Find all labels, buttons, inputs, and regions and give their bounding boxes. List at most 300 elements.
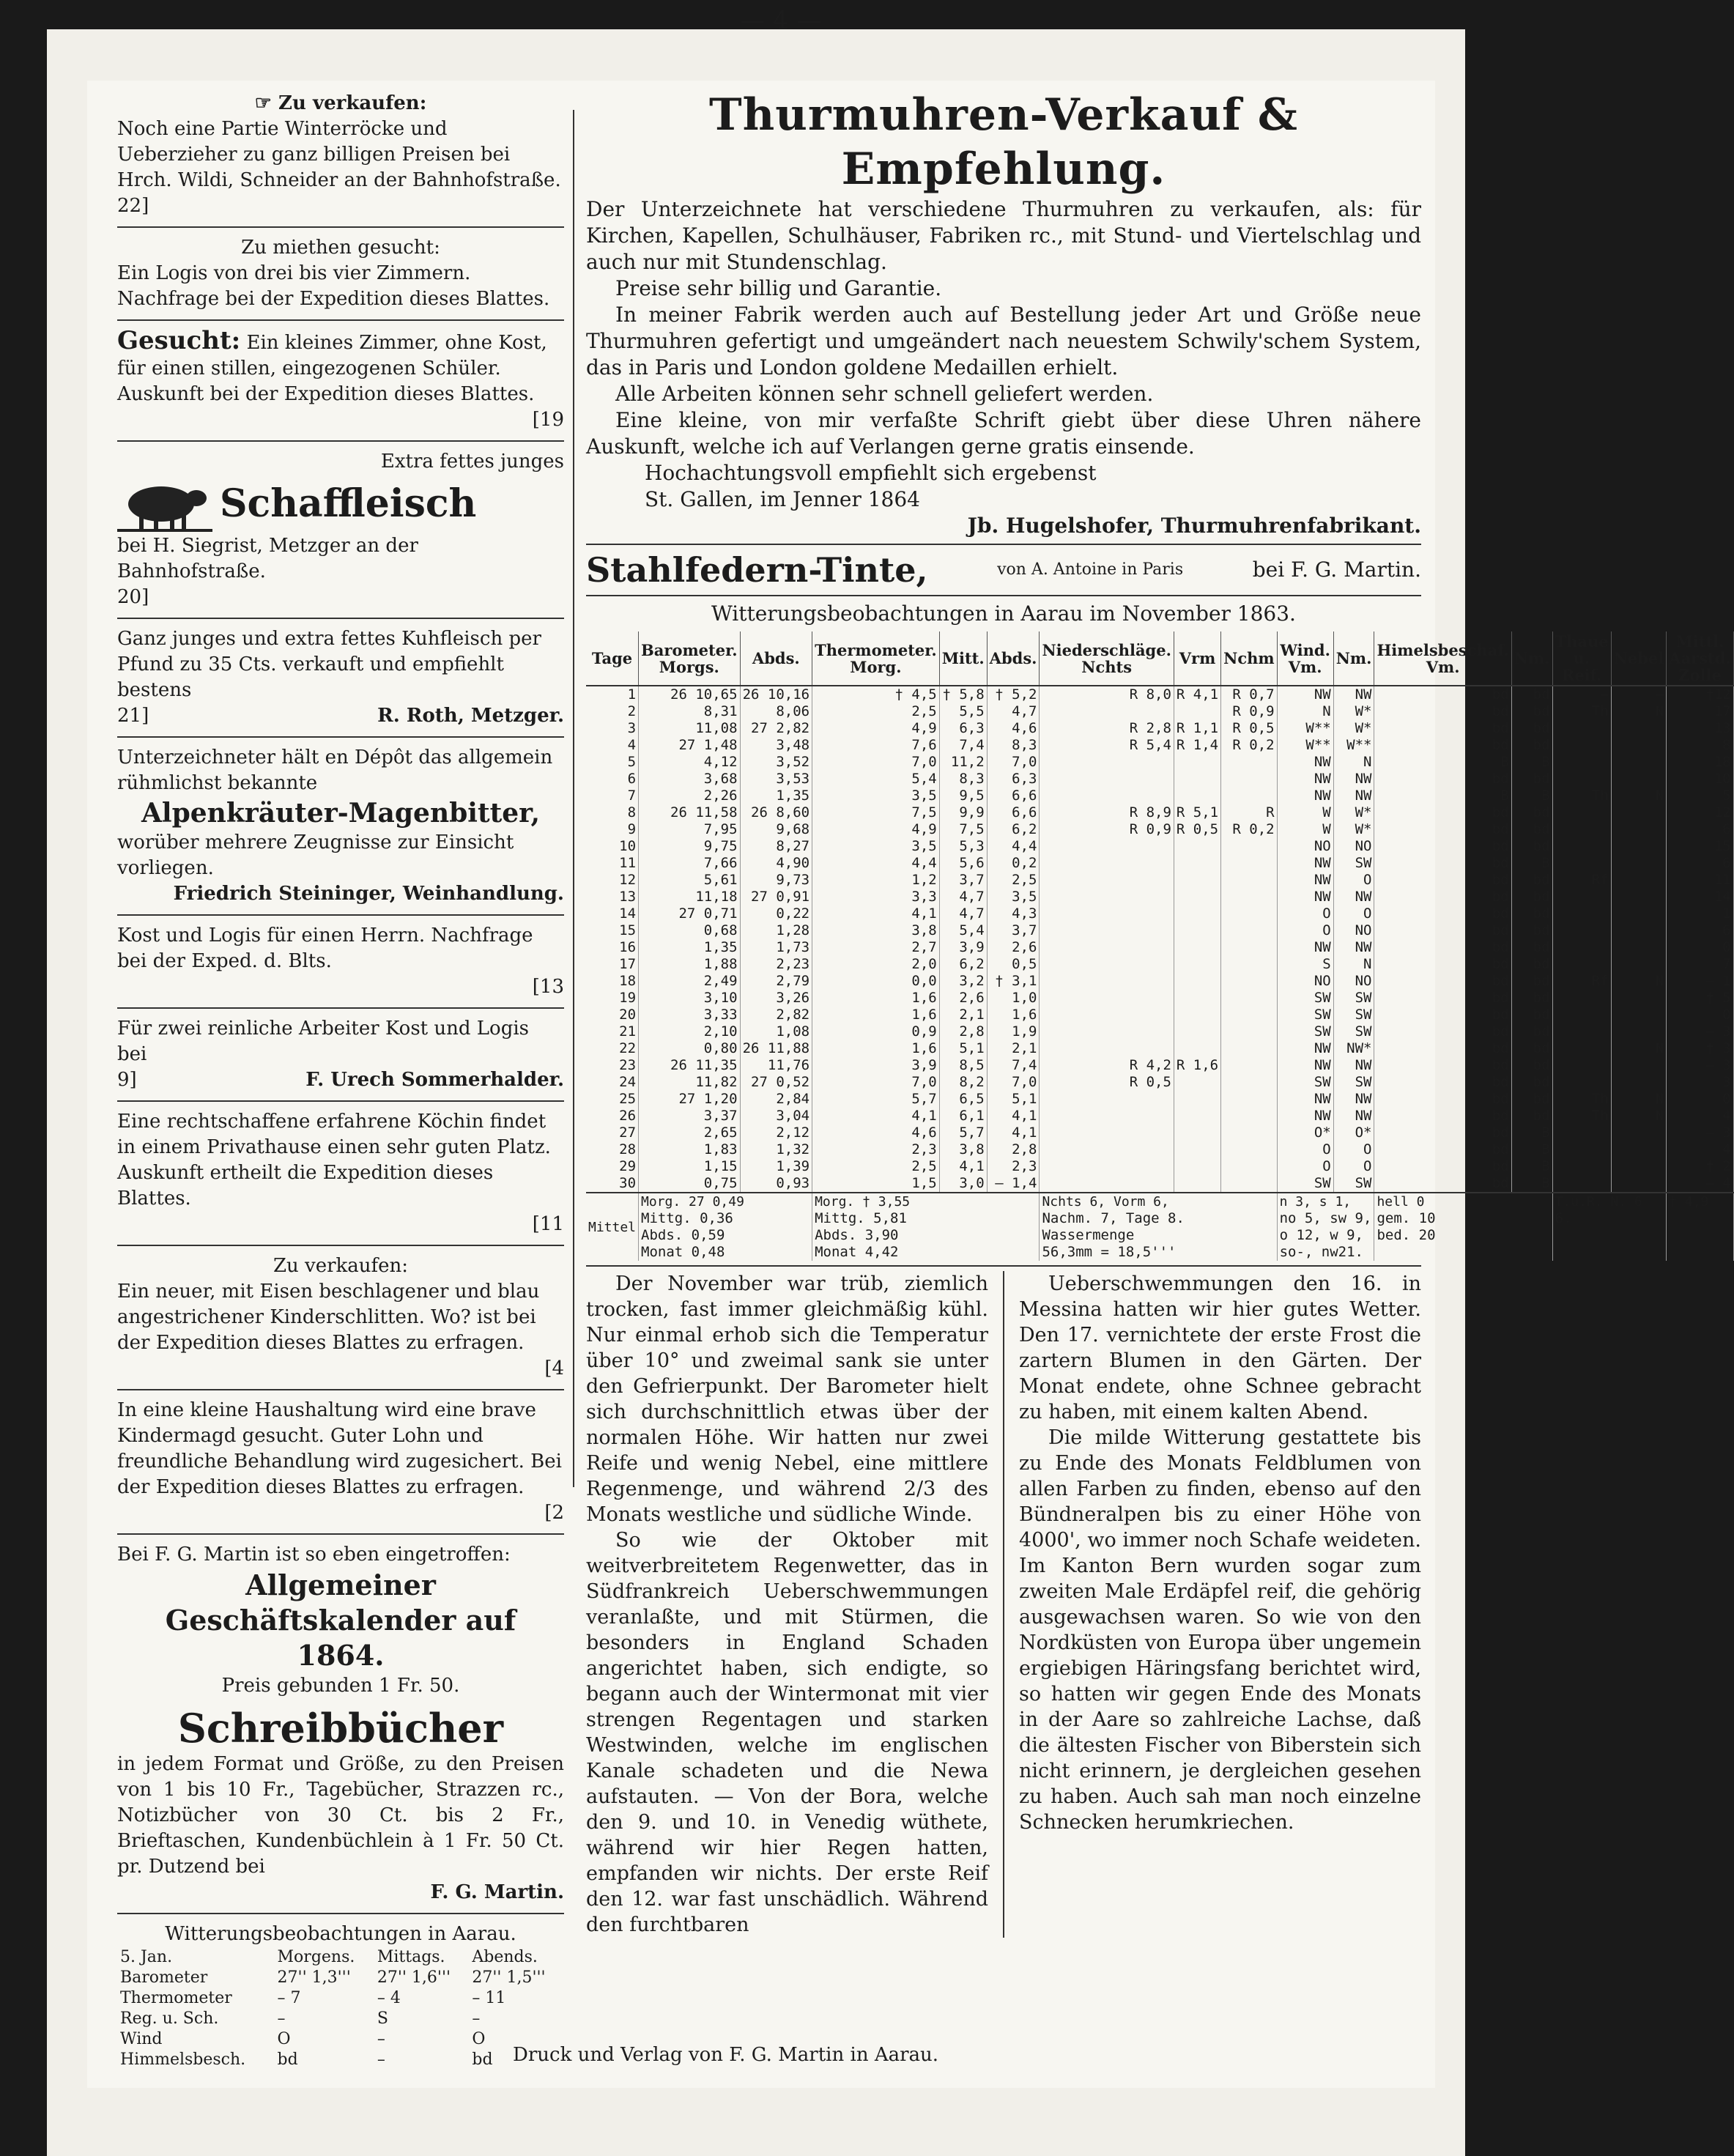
table-cell: R xyxy=(1221,804,1277,821)
mittel-cell: Nchts 6, Vorm 6, xyxy=(1040,1193,1277,1210)
table-cell: bd xyxy=(1374,1108,1511,1125)
table-header: 5. Jan. xyxy=(120,1948,173,1966)
table-cell: bd xyxy=(1511,905,1552,922)
table-cell: 3,68 xyxy=(639,771,741,788)
table-cell: bd xyxy=(1511,956,1552,973)
mittel-cell: n 3, s 1, xyxy=(1277,1193,1374,1210)
table-cell xyxy=(1552,838,1611,855)
table-cell: 27'' 1,3''' xyxy=(277,1968,351,1987)
table-cell: 3,9 xyxy=(812,1057,940,1074)
table-cell: R 0,5 xyxy=(1221,720,1277,737)
table-cell: B xyxy=(1511,1141,1552,1158)
table-cell: – 7 xyxy=(277,1989,301,2007)
divider xyxy=(117,618,564,619)
table-cell xyxy=(1221,838,1277,855)
table-cell: 26 xyxy=(586,1108,639,1125)
table-cell: 6,6 xyxy=(987,788,1040,804)
table-cell: 7,66 xyxy=(639,855,741,872)
table-cell: Th xyxy=(1552,703,1611,720)
table-cell: NW xyxy=(1277,1091,1333,1108)
ad-logis xyxy=(117,232,564,315)
table-cell: 6 xyxy=(586,771,639,788)
table-cell: bd xyxy=(1511,973,1552,990)
table-cell: 6 xyxy=(1667,855,1733,872)
table-cell xyxy=(1221,1040,1277,1057)
table-cell: 1,6 xyxy=(812,1007,940,1023)
table-cell: W** xyxy=(1333,737,1374,754)
table-cell xyxy=(1221,905,1277,922)
table-cell: 2,12 xyxy=(740,1125,812,1141)
table-cell: 4,1 xyxy=(812,1108,940,1125)
report-paragraph: Der November war trüb, ziemlich trocken, fast immer gleichmäßig kühl. Nur einmal erhob sich die Temperatur über 10° und zweimal sank sie unter den Gefrierpunkt. Der Barometer hielt sich durchschnittlich etwas über der normalen Höhe. Wir hatten nur zwei Reife und wenig Nebel, eine mittlere Regenmenge, und während 2/3 des Monats westliche und südliche Winde. xyxy=(586,1273,988,1526)
table-cell: 3 xyxy=(1667,1074,1733,1091)
table-cell: NO xyxy=(1333,973,1374,990)
divider xyxy=(117,1533,564,1535)
table-cell: bd xyxy=(1511,720,1552,737)
table-cell: bd xyxy=(1511,1091,1552,1108)
ink-at: bei F. G. Martin. xyxy=(1252,557,1421,582)
table-cell: SW xyxy=(1333,1074,1374,1091)
table-cell: 2,82 xyxy=(740,1007,812,1023)
mittel-cell xyxy=(1374,1244,1552,1261)
table-cell: 2,5 xyxy=(987,872,1040,889)
table-cell: SW xyxy=(1333,1007,1374,1023)
ad-title: Schreibbücher xyxy=(177,1705,504,1752)
ad-signature: Jb. Hugelshofer, Thurmuhrenfabrikant. xyxy=(967,514,1421,538)
table-cell xyxy=(1552,1125,1611,1141)
mittel-cell: Wassermenge xyxy=(1040,1227,1277,1244)
table-cell: 1 xyxy=(1667,905,1733,922)
table-cell: 27 2,82 xyxy=(740,720,812,737)
ad-body: Eine rechtschaffene erfahrene Köchin findet in einem Privathause einen sehr guten Platz. Auskunft ertheilt die Expedition dieses Blattes. xyxy=(117,1111,551,1209)
table-header: Vrm xyxy=(1174,631,1220,686)
table-cell: – 3 xyxy=(1667,1023,1733,1040)
table-cell: † 5 xyxy=(1667,990,1733,1007)
table-cell: B xyxy=(1511,788,1552,804)
table-cell: 9,9 xyxy=(939,804,987,821)
table-cell: 2,3 xyxy=(812,1141,940,1158)
table-cell: 0,0 xyxy=(812,973,940,990)
table-cell: 11 xyxy=(1667,872,1733,889)
table-cell: R 4,1 xyxy=(1174,686,1220,703)
table-cell: bd xyxy=(1511,1057,1552,1074)
table-cell: bd xyxy=(1511,889,1552,905)
table-row xyxy=(586,1158,1733,1175)
table-cell xyxy=(1221,1057,1277,1074)
table-cell: 9,68 xyxy=(740,821,812,838)
ad-number: [19 xyxy=(532,409,564,431)
table-cell: 5,6 xyxy=(939,855,987,872)
table-cell xyxy=(1174,1040,1220,1057)
table-cell xyxy=(1040,922,1174,939)
table-cell: 6,1 xyxy=(939,1108,987,1125)
table-cell: 21 xyxy=(586,1023,639,1040)
table-cell xyxy=(1552,889,1611,905)
ad-number: 22] xyxy=(117,195,149,217)
table-cell: 3,53 xyxy=(740,771,812,788)
divider xyxy=(117,1389,564,1390)
table-cell: 30 xyxy=(586,1175,639,1193)
ad-number: 9] xyxy=(117,1069,137,1091)
table-cell: 4,12 xyxy=(639,754,741,771)
table-cell: N xyxy=(1611,1040,1667,1057)
table-cell xyxy=(1221,990,1277,1007)
table-cell xyxy=(1221,771,1277,788)
table-cell: 0 xyxy=(1667,1091,1733,1108)
table-cell: B xyxy=(1511,1175,1552,1193)
table-cell: R 1,1 xyxy=(1174,720,1220,737)
table-cell: 1,32 xyxy=(740,1141,812,1158)
table-cell xyxy=(1552,990,1611,1007)
table-cell xyxy=(1221,1007,1277,1023)
table-cell: 2,10 xyxy=(639,1023,741,1040)
table-cell: 25 xyxy=(586,1091,639,1108)
table-cell: R 4,2 xyxy=(1040,1057,1174,1074)
table-cell: 20 xyxy=(586,1007,639,1023)
table-cell xyxy=(1552,821,1611,838)
table-cell: 3,8 xyxy=(939,1141,987,1158)
table-cell: bd xyxy=(1374,686,1511,703)
table-cell: 8,27 xyxy=(740,838,812,855)
table-cell: 2,5 xyxy=(812,703,940,720)
table-cell: 24 xyxy=(586,1074,639,1091)
table-cell: SW xyxy=(1277,1023,1333,1040)
weather-report xyxy=(586,1271,1421,1938)
table-cell xyxy=(1221,889,1277,905)
ad-geschaeftskalender xyxy=(117,1539,564,1702)
table-cell: bd xyxy=(1374,1057,1511,1074)
mittel-cell xyxy=(1552,1227,1667,1244)
table-cell xyxy=(1174,872,1220,889)
table-cell: NW xyxy=(1277,855,1333,872)
table-row xyxy=(586,956,1733,973)
table-cell: †12 xyxy=(1667,686,1733,703)
table-cell: 2,3 xyxy=(987,1158,1040,1175)
table-row xyxy=(586,737,1733,754)
mittel-cell: gem. 10 xyxy=(1374,1210,1552,1227)
table-cell: bd xyxy=(1374,804,1511,821)
divider xyxy=(117,1245,564,1246)
divider xyxy=(117,440,564,442)
ad-body: In eine kleine Haushaltung wird eine brave Kindermagd gesucht. Guter Lohn und freundliche Behandlung wird zugesichert. Bei der Expedition dieses Blattes zu erfragen. xyxy=(117,1399,562,1498)
table-cell xyxy=(1221,1091,1277,1108)
table-cell: 2,0 xyxy=(812,956,940,973)
ad-signature: Friedrich Steininger, Weinhandlung. xyxy=(173,883,564,905)
table-cell: 4 xyxy=(586,737,639,754)
table-cell: 2,5 xyxy=(812,1158,940,1175)
ad-pre: Extra fettes junges xyxy=(380,451,564,473)
table-cell: 28 xyxy=(586,1141,639,1158)
thurmuhren-ad xyxy=(586,196,1421,539)
table-cell xyxy=(1611,905,1667,922)
table-cell: 17 xyxy=(1667,703,1733,720)
table-cell: bd xyxy=(1374,1007,1511,1023)
ad-magenbitter xyxy=(117,742,564,910)
table-cell: 2,8 xyxy=(987,1141,1040,1158)
table-header: Mitt. xyxy=(939,631,987,686)
table-cell xyxy=(1174,1158,1220,1175)
table-cell xyxy=(1221,1175,1277,1193)
table-cell: B xyxy=(1511,855,1552,872)
table-header: Thermometer. Morg. xyxy=(812,631,940,686)
ad-title: Alpenkräuter-Magenbitter, xyxy=(141,798,541,829)
table-cell: SW xyxy=(1333,1175,1374,1193)
mittel-cell: Abds. 0,59 xyxy=(639,1227,812,1244)
table-row xyxy=(586,1074,1733,1091)
table-row xyxy=(117,2009,564,2029)
table-cell: 4,7 xyxy=(987,703,1040,720)
table-cell: bd xyxy=(1511,1040,1552,1057)
ink-ad xyxy=(586,549,1421,590)
table-cell: NW xyxy=(1277,872,1333,889)
table-cell xyxy=(1174,1125,1220,1141)
table-cell: S xyxy=(377,2009,388,2028)
table-cell: 27 0,52 xyxy=(740,1074,812,1091)
table-cell xyxy=(1611,1125,1667,1141)
table-cell: 2,6 xyxy=(987,939,1040,956)
table-header: Wind. Vm. xyxy=(1277,631,1333,686)
table-cell: NW xyxy=(1277,1040,1333,1057)
table-cell xyxy=(1221,1108,1277,1125)
ad-number: 20] xyxy=(117,586,149,608)
ad-head: Gesucht: xyxy=(117,326,241,355)
table-cell xyxy=(1221,939,1277,956)
table-cell: 6 xyxy=(1667,821,1733,838)
ad-schreibbuecher xyxy=(117,1702,564,1908)
table-cell xyxy=(1611,804,1667,821)
table-cell: 1,0 xyxy=(987,990,1040,1007)
table-row xyxy=(117,2050,564,2070)
table-cell: 5,1 xyxy=(987,1091,1040,1108)
table-cell: NO xyxy=(1333,838,1374,855)
table-cell: 0 xyxy=(1667,939,1733,956)
table-cell xyxy=(1221,1023,1277,1040)
table-cell: N xyxy=(1611,788,1667,804)
table-cell xyxy=(1040,973,1174,990)
ad-title: Allgemeiner Geschäftskalender auf 1864. xyxy=(165,1568,516,1672)
table-header: Nm. xyxy=(1333,631,1374,686)
ad-number: [13 xyxy=(532,976,564,998)
table-cell xyxy=(1552,1158,1611,1175)
table-cell xyxy=(1611,889,1667,905)
table-cell: 6,3 xyxy=(987,771,1040,788)
table-cell: 0,68 xyxy=(639,922,741,939)
table-row xyxy=(586,1007,1733,1023)
table-cell: 5,5 xyxy=(939,703,987,720)
table-cell: – xyxy=(277,2009,286,2028)
table-row xyxy=(586,990,1733,1007)
table-cell xyxy=(1611,1074,1667,1091)
table-cell: NW xyxy=(1277,754,1333,771)
table-cell: R 0,9 xyxy=(1040,821,1174,838)
mittel-cell: 56,3mm = 18,5''' xyxy=(1040,1244,1277,1261)
table-cell: 27 1,48 xyxy=(639,737,741,754)
table-cell: 4,9 xyxy=(812,821,940,838)
table-cell: 12 xyxy=(586,872,639,889)
mittel-cell xyxy=(1667,1227,1733,1244)
table-row xyxy=(586,686,1733,703)
table-cell: W xyxy=(1277,821,1333,838)
table-cell: 8 xyxy=(1667,737,1733,754)
table-cell: 3,8 xyxy=(812,922,940,939)
table-cell xyxy=(1174,754,1220,771)
table-row xyxy=(586,973,1733,990)
table-cell: 7,0 xyxy=(987,1074,1040,1091)
table-cell: O* xyxy=(1333,1125,1374,1141)
table-cell: 3 xyxy=(586,720,639,737)
table-cell xyxy=(1040,855,1174,872)
table-cell: 5,4 xyxy=(812,771,940,788)
ad-intro: Unterzeichneter hält en Dépôt das allgemein rühmlichst bekannte xyxy=(117,747,553,794)
divider xyxy=(117,1100,564,1102)
table-cell: 11,08 xyxy=(639,720,741,737)
table-cell: 3,0 xyxy=(939,1175,987,1193)
table-cell xyxy=(1221,1074,1277,1091)
table-cell xyxy=(1040,939,1174,956)
table-cell: NW xyxy=(1333,1108,1374,1125)
table-cell: 26 10,65 xyxy=(639,686,741,703)
table-cell xyxy=(1174,1074,1220,1091)
table-cell: 26 10,16 xyxy=(740,686,812,703)
table-cell: N xyxy=(1611,1091,1667,1108)
ad-paragraph: Preise sehr billig und Garantie. xyxy=(615,276,942,300)
mittel-cell: Morg. 27 0,49 xyxy=(639,1193,812,1210)
mittel-cell: † 4,9 xyxy=(1667,1193,1733,1210)
weather-small-title: Witterungsbeobachtungen in Aarau. xyxy=(165,1923,516,1945)
table-cell: bd xyxy=(1511,990,1552,1007)
table-cell xyxy=(1221,956,1277,973)
table-cell: 6,6 xyxy=(987,804,1040,821)
table-cell: O xyxy=(1277,1158,1333,1175)
table-cell xyxy=(1040,1158,1174,1175)
table-cell: N xyxy=(1277,703,1333,720)
table-cell xyxy=(1040,1040,1174,1057)
table-cell: R 0,2 xyxy=(1221,737,1277,754)
table-cell xyxy=(1174,771,1220,788)
ad-number: [4 xyxy=(544,1357,564,1379)
ad-signature: F. Urech Sommerhalder. xyxy=(305,1069,564,1091)
mittel-cell: Mittg. 0,36 xyxy=(639,1210,812,1227)
table-cell: 7,5 xyxy=(812,804,940,821)
table-cell: O xyxy=(1277,905,1333,922)
table-cell: 2,7 xyxy=(812,939,940,956)
column-divider xyxy=(573,110,574,1487)
divider xyxy=(586,544,1421,545)
table-cell: 1,35 xyxy=(639,939,741,956)
table-cell: 5,3 xyxy=(939,838,987,855)
thurmuhren-title: Thurmuhren-Verkauf & Empfehlung. xyxy=(709,89,1298,195)
table-cell: bd xyxy=(1374,1125,1511,1141)
table-row xyxy=(117,1968,564,1988)
table-cell: Reg. u. Sch. xyxy=(120,2009,219,2028)
ad-body: Noch eine Partie Winterröcke und Ueberzieher zu ganz billigen Preisen bei Hrch. Wildi, Schneider an der Bahnhofstraße. xyxy=(117,118,561,191)
divider xyxy=(586,595,1421,596)
table-cell: 1,6 xyxy=(812,1040,940,1057)
table-cell: 9,75 xyxy=(639,838,741,855)
ad-koechin xyxy=(117,1106,564,1240)
table-row xyxy=(586,1091,1733,1108)
table-cell: 1,28 xyxy=(740,922,812,939)
table-cell: NW xyxy=(1277,1108,1333,1125)
table-cell xyxy=(1174,1007,1220,1023)
table-cell xyxy=(1174,922,1220,939)
table-cell: 3,2 xyxy=(939,973,987,990)
table-header: Nebel xyxy=(1611,631,1667,686)
table-cell: bd xyxy=(1511,737,1552,754)
table-cell xyxy=(1552,754,1611,771)
table-row xyxy=(586,703,1733,720)
table-cell: † 2 xyxy=(1667,1158,1733,1175)
mittel-cell: bed. 20 xyxy=(1374,1227,1552,1244)
table-cell: 7,4 xyxy=(939,737,987,754)
table-cell xyxy=(1611,1007,1667,1023)
table-cell: 11,82 xyxy=(639,1074,741,1091)
mittel-cell: 6. xyxy=(1552,1210,1667,1227)
table-cell: 4,1 xyxy=(939,1158,987,1175)
table-cell: 29 xyxy=(586,1158,639,1175)
table-cell: 19 xyxy=(586,990,639,1007)
table-cell: bd xyxy=(1511,1074,1552,1091)
table-cell xyxy=(1552,1057,1611,1074)
table-cell: 3,33 xyxy=(639,1007,741,1023)
mittel-cell: hell 0 xyxy=(1374,1193,1552,1210)
table-cell: Himmelsbesch. xyxy=(120,2051,246,2069)
table-row xyxy=(586,1175,1733,1193)
table-cell: 22 xyxy=(586,1040,639,1057)
table-cell: 2,1 xyxy=(987,1040,1040,1057)
ad-number: [2 xyxy=(544,1502,564,1524)
ad-kindermagd xyxy=(117,1395,564,1529)
table-cell xyxy=(1221,754,1277,771)
table-cell: 1,9 xyxy=(987,1023,1040,1040)
table-cell: 8,31 xyxy=(639,703,741,720)
table-cell: O xyxy=(1333,1141,1374,1158)
table-cell: 6,2 xyxy=(939,956,987,973)
table-cell: bd xyxy=(472,2051,493,2069)
table-cell xyxy=(1552,905,1611,922)
table-cell: 2 xyxy=(586,703,639,720)
table-cell: NW xyxy=(1333,939,1374,956)
right-column xyxy=(586,88,1731,2029)
table-cell: N xyxy=(1333,956,1374,973)
ad-paragraph: Hochachtungsvoll empfiehlt sich ergebenst xyxy=(645,461,1097,485)
table-cell: 5,7 xyxy=(812,1091,940,1108)
mittel-cell xyxy=(1667,1244,1733,1261)
table-cell: 7 xyxy=(1667,956,1733,973)
table-cell: O xyxy=(1333,905,1374,922)
table-cell: 8,3 xyxy=(939,771,987,788)
table-cell: 4,6 xyxy=(987,720,1040,737)
ad-title: Zu miethen gesucht: xyxy=(241,237,440,259)
table-cell: 7,6 xyxy=(812,737,940,754)
table-cell xyxy=(1611,956,1667,973)
divider xyxy=(117,226,564,228)
table-cell: 1,15 xyxy=(639,1158,741,1175)
table-cell: N xyxy=(1611,973,1667,990)
table-cell: W* xyxy=(1333,703,1374,720)
table-cell xyxy=(1611,1141,1667,1158)
table-cell: bd xyxy=(1511,703,1552,720)
table-cell: 1,88 xyxy=(639,956,741,973)
table-cell: NW xyxy=(1333,788,1374,804)
table-cell: 3,7 xyxy=(939,872,987,889)
table-row xyxy=(586,821,1733,838)
table-cell: 9 xyxy=(586,821,639,838)
table-cell: bd xyxy=(1511,804,1552,821)
table-cell: 0,75 xyxy=(639,1175,741,1193)
table-cell: 27 0,71 xyxy=(639,905,741,922)
table-cell: bd xyxy=(1374,872,1511,889)
